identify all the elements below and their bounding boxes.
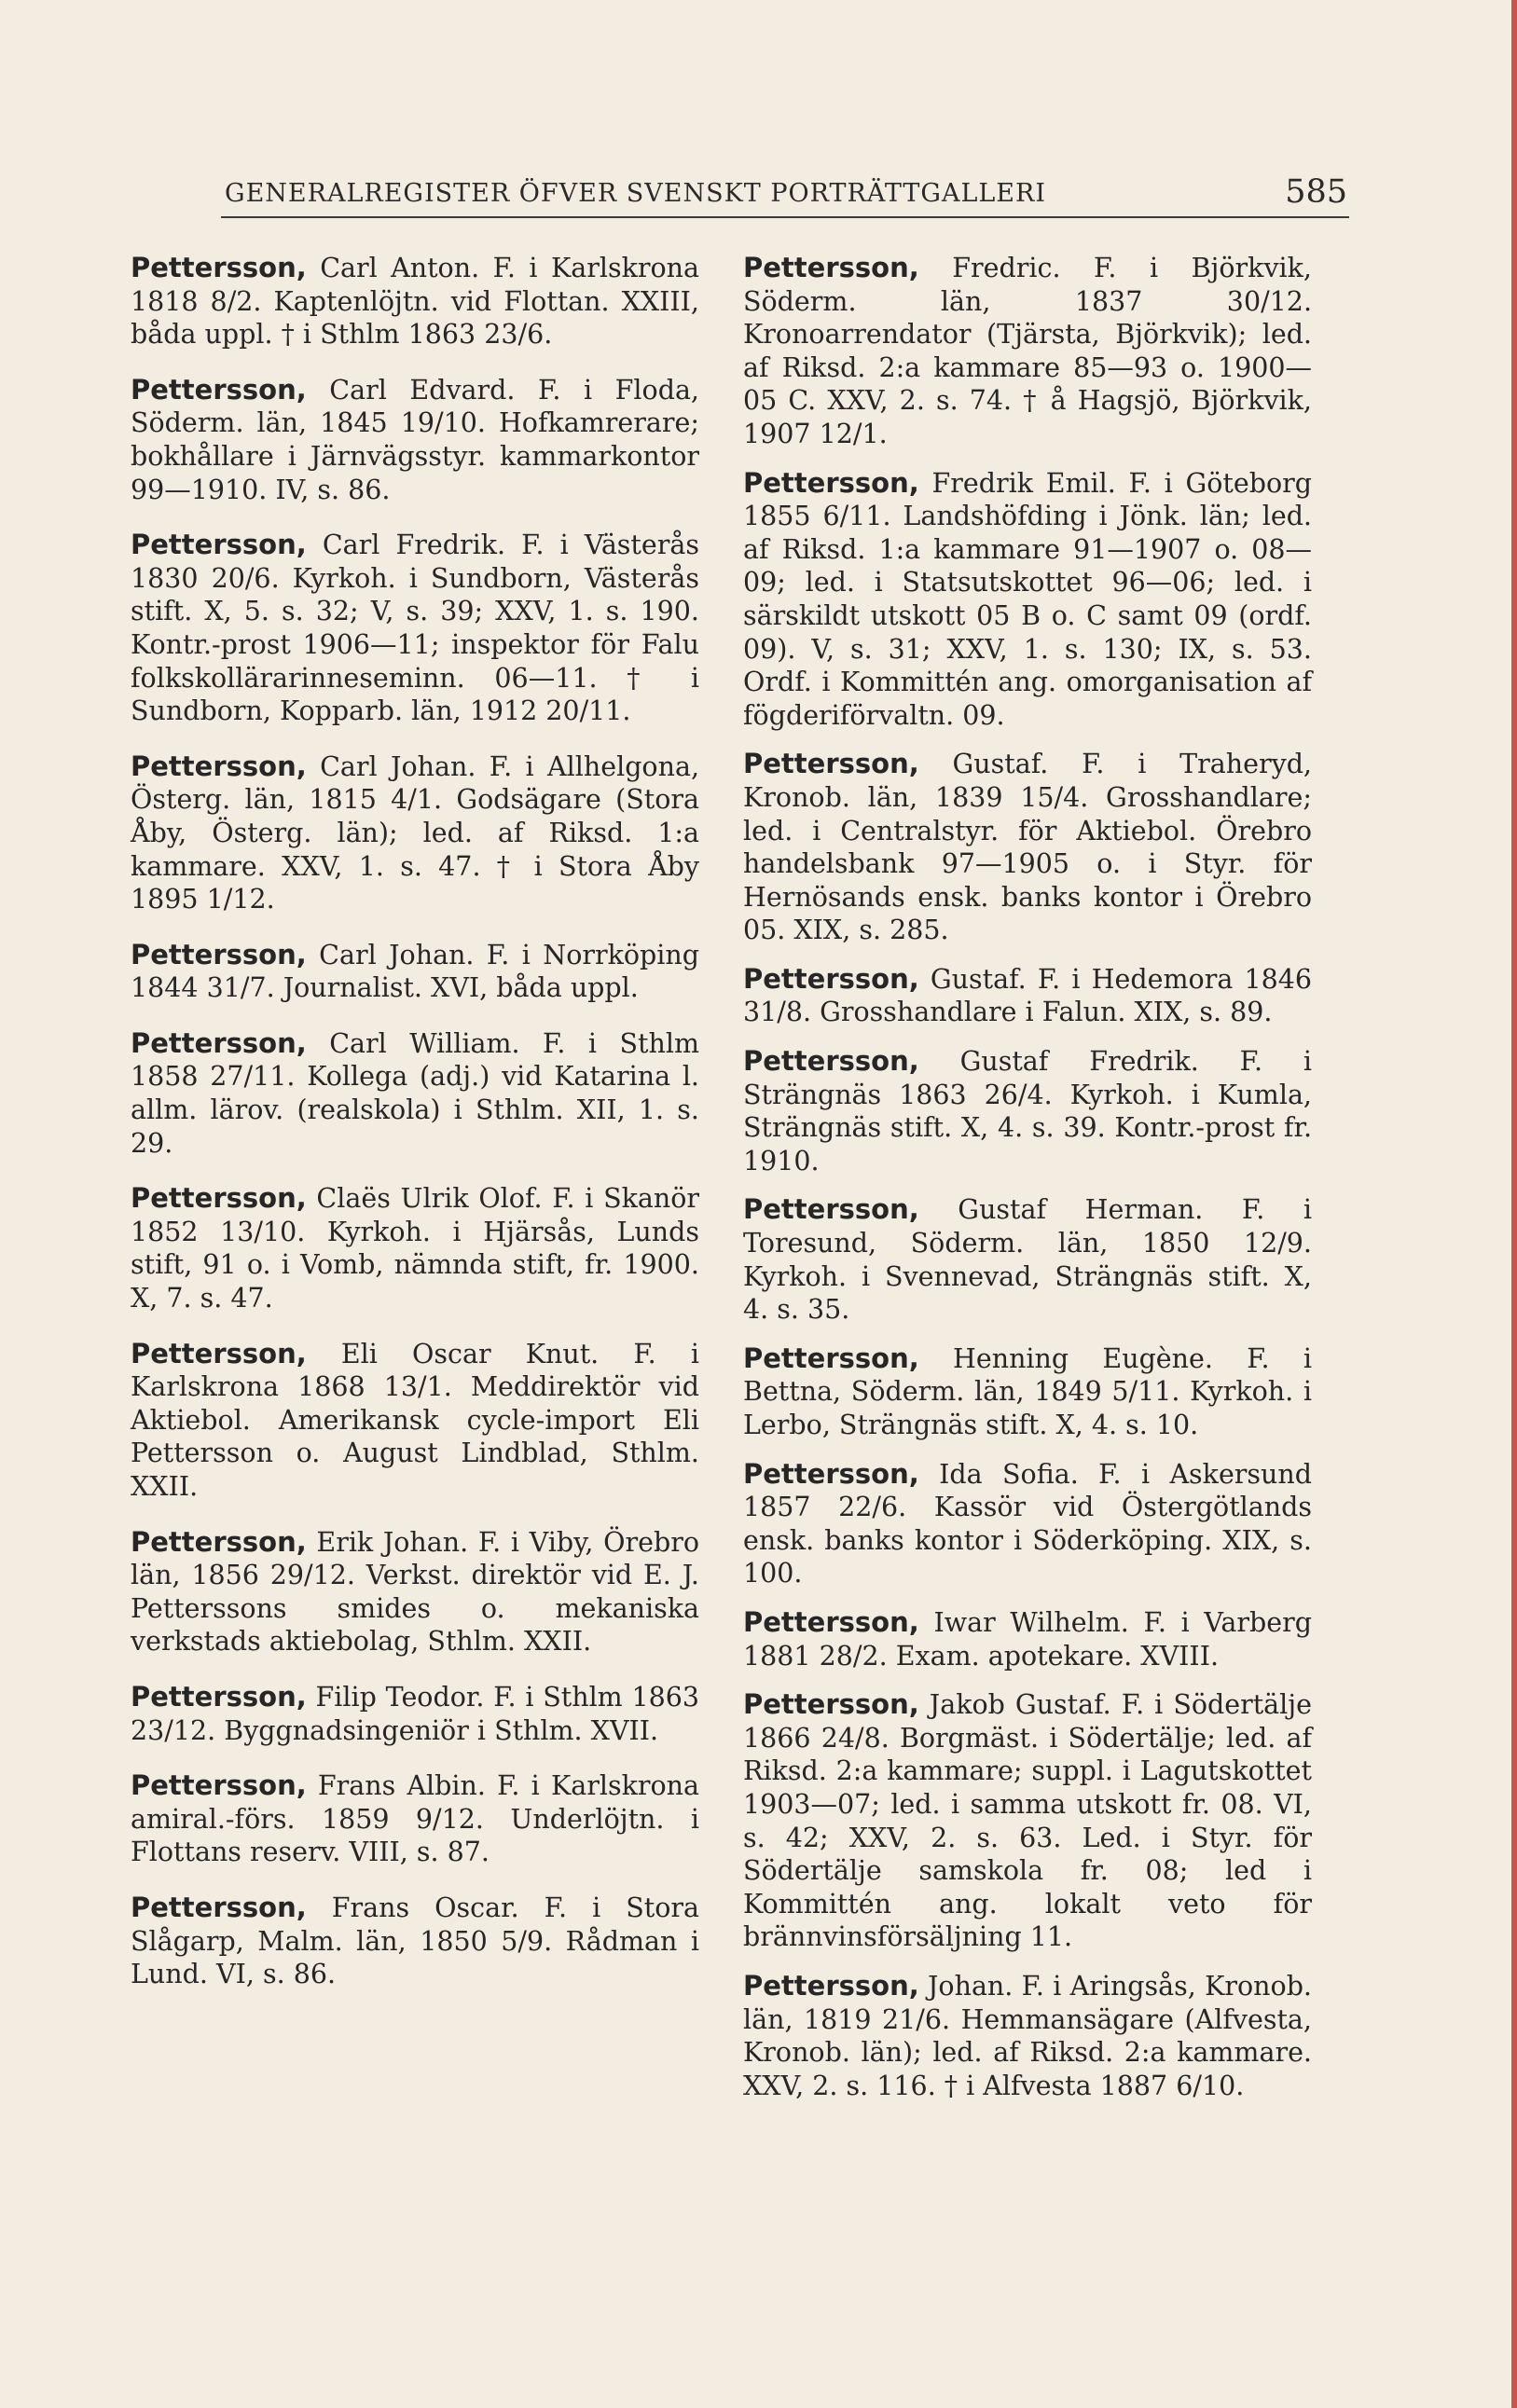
entry-text: Eli Oscar Knut. F. i Karlskrona 1868 13/1. Meddirektör vid Aktiebol. Amerikansk cycle-import Eli Pettersson o. August Lindblad, Sthlm. XXII. (131, 1338, 699, 1502)
entry-text: Jakob Gustaf. F. i Södertälje 1866 24/8. Borgmäst. i Södertälje; led. af Riksd. 2:a kammare; suppl. i Lagutskottet 1903—07; led. i samma utskott fr. 08. VI, s. 42; XXV, 2. s. 63. Led. i Styr. för Södertälje samskola fr. 08; led i Kommittén ang. lokalt veto för brännvinsförsäljning 11. (743, 1689, 1312, 1953)
entry-text: Fredrik Emil. F. i Göteborg 1855 6/11. Landshöfding i Jönk. län; led. af Riksd. 1:a kammare 91—1907 o. 08—09; led. i Statsutskottet 96—06; led. i särskildt utskott 05 B o. C samt 09 (ordf. 09). V, s. 31; XXV, 1. s. 130; IX, s. 53. Ordf. i Kommittén ang. omorganisation af fögderiförvaltn. 09. (743, 467, 1312, 731)
entry-text: Carl William. F. i Sthlm 1858 27/11. Kollega (adj.) vid Katarina l. allm. lärov. (realskola) i Sthlm. XII, 1. s. 29. (131, 1027, 699, 1159)
register-entry (743, 1342, 1312, 1442)
entry-text: Gustaf. F. i Traheryd, Kronob. län, 1839 15/4. Grosshandlare; led. i Centralstyr. för Aktiebol. Örebro handelsbank 97—1905 o. i Styr. för Hernösands ensk. banks kontor i Örebro 05. XIX, s. 285. (743, 749, 1312, 946)
running-head (221, 173, 1349, 218)
entry-text: Ida Sofia. F. i Askersund 1857 22/6. Kassör vid Östergötlands ensk. banks kontor i Söderköping. XIX, s. 100. (743, 1458, 1313, 1589)
entry-surname: Pettersson, (743, 748, 919, 780)
entry-text: Gustaf Herman. F. i Toresund, Söderm. län, 1850 12/9. Kyrkoh. i Svennevad, Strängnäs stift. X, 4. s. 35. (743, 1194, 1312, 1326)
entry-surname: Pettersson, (131, 1026, 307, 1059)
entry-surname: Pettersson, (743, 252, 919, 283)
register-entry (131, 529, 699, 728)
register-entry (743, 1458, 1312, 1590)
entry-surname: Pettersson, (743, 1193, 919, 1226)
entry-text: Erik Johan. F. i Viby, Örebro län, 1856 29/12. Verkst. direktör vid E. J. Petterssons smides o. mekaniska verkstads aktiebolag, Sthlm. XXII. (131, 1526, 699, 1658)
entry-text: Carl Johan. F. i Norrköping 1844 31/7. Journalist. XVI, båda uppl. (131, 939, 700, 1004)
entry-text: Carl Edvard. F. i Floda, Söderm. län, 1845 19/10. Hofkamrerare; bokhållare i Järnvägsstyr. kammarkontor 99—1910. IV, s. 86. (131, 374, 699, 505)
left-column (131, 252, 699, 2014)
entry-surname: Pettersson, (743, 962, 919, 995)
entry-surname: Pettersson, (131, 529, 307, 561)
running-title: GENERALREGISTER ÖFVER SVENSKT PORTRÄTTGALLERI (225, 179, 1047, 208)
entry-surname: Pettersson, (131, 1891, 307, 1923)
register-entry (743, 963, 1312, 1029)
entry-text: Filip Teodor. F. i Sthlm 1863 23/12. Byggnadsingeniör i Sthlm. XVII. (131, 1681, 700, 1746)
entry-text: Gustaf Fredrik. F. i Strängnäs 1863 26/4. Kyrkoh. i Kumla, Strängnäs stift. X, 4. s. 39. Kontr.-prost fr. 1910. (743, 1046, 1312, 1176)
entry-text: Frans Albin. F. i Karlskrona amiral.-förs. 1859 9/12. Underlöjtn. i Flottans reserv. VIII, s. 87. (131, 1770, 699, 1868)
entry-text: Frans Oscar. F. i Stora Slågarp, Malm. län, 1850 5/9. Rådman i Lund. VI, s. 86. (131, 1892, 699, 1990)
entry-surname: Pettersson, (131, 1769, 307, 1802)
register-entry (131, 252, 699, 351)
entry-text: Carl Johan. F. i Allhelgona, Österg. län, 1815 4/1. Godsägare (Stora Åby, Österg. län); led. af Riksd. 1:a kammare. XXV, 1. s. 47. † i Stora Åby 1895 1/12. (131, 750, 699, 915)
register-entry (131, 939, 699, 1005)
entry-surname: Pettersson, (743, 1605, 919, 1638)
register-entry (131, 1892, 699, 1991)
register-entry (131, 1769, 699, 1869)
entry-surname: Pettersson, (743, 1342, 919, 1374)
entry-surname: Pettersson, (131, 1337, 307, 1369)
register-entry (743, 1045, 1312, 1177)
register-entry (131, 1027, 699, 1160)
page-number: 585 (1285, 173, 1347, 211)
entry-surname: Pettersson, (131, 1182, 307, 1215)
entry-surname: Pettersson, (131, 1680, 307, 1713)
entry-text: Iwar Wilhelm. F. i Varberg 1881 28/2. Exam. apotekare. XVIII. (743, 1606, 1312, 1672)
entry-text: Henning Eugène. F. i Bettna, Söderm. län, 1849 5/11. Kyrkoh. i Lerbo, Strängnäs stift. X, 4. s. 10. (743, 1342, 1312, 1440)
entry-text: Carl Fredrik. F. i Västerås 1830 20/6. Kyrkoh. i Sundborn, Västerås stift. X, 5. s. 32; V, s. 39; XXV, 1. s. 190. Kontr.-prost 1906—11; inspektor för Falu folkskollärarinneseminn. 06—11. † i Sundborn, Kopparb. län, 1912 20/11. (131, 530, 699, 727)
entry-text: Johan. F. i Aringsås, Kronob. län, 1819 21/6. Hemmansägare (Alfvesta, Kronob. län); led. af Riksd. 2:a kammare. XXV, 2. s. 116. † i Alfvesta 1887 6/10. (743, 1970, 1312, 2101)
register-entry (743, 467, 1312, 733)
entry-text: Carl Anton. F. i Karlskrona 1818 8/2. Kaptenlöjtn. vid Flottan. XXIII, båda uppl. † i Sthlm 1863 23/6. (131, 253, 700, 351)
register-entry (131, 1681, 699, 1747)
entry-surname: Pettersson, (131, 750, 307, 782)
entry-surname: Pettersson, (131, 373, 307, 406)
register-entry (743, 1688, 1312, 1954)
entry-surname: Pettersson, (743, 466, 919, 499)
register-entry (743, 1606, 1312, 1672)
right-column (743, 252, 1312, 2118)
entry-surname: Pettersson, (743, 1969, 919, 2002)
entry-surname: Pettersson, (131, 252, 307, 283)
entry-surname: Pettersson, (743, 1457, 919, 1490)
register-entry (743, 1970, 1312, 2102)
entry-surname: Pettersson, (131, 1525, 307, 1558)
page-edge (1511, 0, 1517, 2408)
entry-text: Fredric. F. i Björkvik, Söderm. län, 1837 30/12. Kronoarrendator (Tjärsta, Björkvik); led. af Riksd. 2:a kammare 85—93 o. 1900—05 C. XXV, 2. s. 74. † å Hagsjö, Björkvik, 1907 12/1. (743, 253, 1312, 449)
register-entry (743, 748, 1312, 947)
register-entry (743, 1193, 1312, 1326)
entry-text: Gustaf. F. i Hedemora 1846 31/8. Grosshandlare i Falun. XIX, s. 89. (743, 963, 1312, 1028)
entry-surname: Pettersson, (131, 938, 307, 970)
register-entry (131, 374, 699, 506)
register-entry (131, 1182, 699, 1314)
register-entry (131, 1526, 699, 1658)
register-entry (131, 1338, 699, 1504)
entry-text: Claës Ulrik Olof. F. i Skanör 1852 13/10. Kyrkoh. i Hjärsås, Lunds stift, 91 o. i Vomb, nämnda stift, fr. 1900. X, 7. s. 47. (131, 1183, 700, 1314)
entry-surname: Pettersson, (743, 1045, 919, 1078)
register-entry (743, 252, 1312, 451)
entry-surname: Pettersson, (743, 1688, 919, 1721)
register-entry (131, 750, 699, 916)
